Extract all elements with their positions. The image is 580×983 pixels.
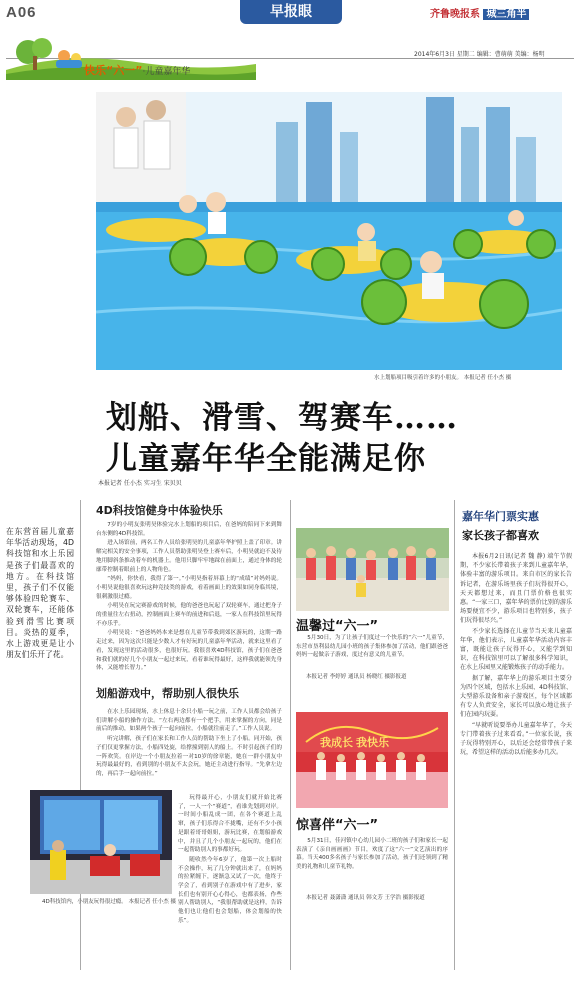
mid-column-divider (290, 500, 291, 970)
section2-body-top: 在水上乐园现场，水上休息十余只小船一玩之前，工作人员都会给孩子们讲解小船的操作方法。“左右两边都有一个把手，用来掌握的方向，同是前后的推动，如果两个孩子一起向前拉，小船就往前走了。”工作人员说。 听完讲解，孩子们在家长和工作人员的帮助下坐上了小船。同开始，孩子们仅更掌握方法，小船四处旋，给撑撞到别人的船上。不时引起孩子们的一阵欢笑。在岸边一个小朋友拉着一对10岁的徐章能，她在一群小朋友中玩得最最好的，看到别的小朋友不太会玩，她还主动进行指导。“先拿左边的，再后手一起向前拉。” (96, 709, 282, 777)
right-column-head-2: 家长孩子都喜欢 (462, 529, 539, 542)
dateline: 2014年6月3日 星期二 编辑：曹萌萌 美编：杨明 (414, 51, 545, 58)
story-surprise-text: 5月31日，佳河镇中心幼儿园小二班的孩子们和家长一起表演了《亲自画画画》节目，欢度了这“六一”文艺演出的序幕。当天400多名孩子与家长参加了活动，孩子们还领到了精美的礼物和儿童节礼物。 (296, 838, 448, 871)
main-photo-caption: 水上划船项目吸引着许多的小朋友。 本报记者 任小杰 摄 (374, 375, 512, 381)
story-warm-text: 5月30日，为了让孩子们度过一个快乐的“六一”儿童节，东营市垦利县幼儿园小班的孩子集体参加了活动，他们跟爸爸妈妈一起做亲子游戏，度过有意义的儿童节。 (296, 635, 448, 659)
photo-warm-parent-child (296, 528, 449, 611)
right-column-divider (454, 500, 455, 970)
photo-4d-caption: 4D科技馆内，小朋友玩得很过瘾。 本报记者 任小杰 摄 (42, 899, 176, 905)
story-surprise-byline: 本报记者 聂潇潇 通讯员 韩文芳 王学浩 摄影报道 (306, 895, 425, 901)
story-warm-title: 温馨过“六一” (296, 619, 379, 634)
photo-4d-simulator (30, 790, 172, 894)
story-warm-byline: 本报记者 李婷婷 通讯员 杨晓红 摄影报道 (306, 674, 407, 680)
section2-body-right: 玩得最开心，小朋友们就开始比赛了，一人一个“赛道”，看谁先划到对岸。一时间小船乱成一团，在各个赛道上乱窜，孩子们乐得合不拢嘴，还有不少小孩是跟着哥哥姐姐，游玩比赛，在划船游戏中，并且了几个小朋友一起玩的，他们在一起帮助别人的事都好玩。 随收然今年6岁了，他第一次上船时不会操作，玩了几分钟就出来了，在妈妈的拉紧缠下，逐渐急又试了一次，他终于学会了，看到别子在游戏中有了进步，家长们也有别开心心得心，也都表扬，作些别人帮助别人，“我很帮助就是这样，告诉他们也让他们也会划船，体会划船的快乐”。 (178, 795, 282, 924)
brand-tag: 城三角半 (483, 9, 529, 20)
right-column-head-1: 嘉年华门票实惠 (462, 510, 539, 523)
section1-title: 4D科技馆健身中体验快乐 (96, 504, 223, 517)
lede-sidebar: 在东营首届儿童嘉年华活动现场，4D科技馆和水上乐园是孩子们最喜欢的地方。在科技馆里，孩子们不仅能够体验四轮赛车、双轮赛车，还能体验到滑雪比赛项目。炎热的夏季，水上游戏更是让小朋友们乐开了花。 (6, 527, 74, 660)
page-number: A06 (6, 4, 37, 21)
banner-subtitle: ·儿童嘉年华 (142, 67, 191, 77)
banner-title: 快乐“六一”·儿童嘉年华 (84, 64, 191, 77)
section2-title: 划船游戏中，帮助别人很快乐 (96, 687, 239, 700)
surprise-stage-banner: 我成长 我快乐 (320, 737, 390, 749)
photo-surprise-stage (296, 712, 448, 808)
section-tab: 早报眼 (240, 0, 342, 24)
headline-line-1: 划船、滑雪、驾赛车…… (106, 400, 458, 436)
headline-line-2: 儿童嘉年华全能满足你 (106, 441, 426, 477)
right-column-body: 本报6月2日讯(记者 魏 静) 端午节假期，不少家长带着孩子来到儿童嘉年华，体验丰富的游乐项目。来自市区的家长告诉记者，在游乐场里孩子们玩得很开心，天天都想过来，而且门票价格也很实惠。“一家三口，嘉年华的票价比别的游乐场要便宜不少，游乐项目也特别多，孩子们玩得很尽兴。” 不少家长选择在儿童节当天来儿童嘉年华，他们表示，儿童嘉年华活动内容丰富，既能让孩子玩得开心，又能学到知识，在科技馆里可以了解很多科学知识，在水上乐园里又能锻炼孩子的动手能力。 据了解，嘉年华上的游乐项目主要分为四个区域，包括水上乐园、4D科技馆、大型游乐设备和亲子游戏区，每个区域都有专人负责安全，家长可以放心地让孩子们在园内玩耍。 “早就听说要举办儿童嘉年华了，今天专门带着孩子过来看看。”一位家长说，孩子玩得特别开心，以后还会经常带孩子来玩，希望这样的活动以后能多办几次。 (460, 553, 572, 757)
headline-byline: 本报记者 任小杰 实习生 宋贝贝 (98, 480, 182, 487)
story-surprise-title: 惊喜伴“六一” (296, 818, 379, 833)
section1-body: 7岁的小明友张明昊体验完水上划船的项目后，在爸妈的陪同下来到舞台东侧的4D科技馆。 进入场馆前，两名工作人员给张明昊的儿童嘉年华护照上盖了印章。讲解完相关的安全事项，工作人员帮助张明昊登上赛车后，小明昊就迫不及待地用脚斜条推动着车的机器上。他用只脚牢牢地踩在前面上，通过身体的轮廓带控制着眼前上的人物角色。 “妈妈，你快看，我得了第一。”小明昊指着屏幕上的“成绩”对妈妈说。小明昊说他很喜欢玩这种竞技类的游戏，看着画面上的效果如同身临其境，很刺激很过瘾。 小明昊在玩完赛游戏的时候，他的爸爸也玩起了双轮赛车，通过把身子的重量往左右扭动，控制画面上赛车的前进和后退，一家人在科技馆里玩得不亦乐乎。 小明昊说：“爸爸妈妈本来是想在儿童节带我到郊区游玩的，这期一路走过来，因为这次只能是少数人才有好玩的儿童嘉年华活动，就来这里看了看，发现这里的活动很多，也很好玩。我很喜欢4D科技馆，孩子们在爸爸和我们就的好几个小朋友一起过来玩，看着谁玩得最好，这样我就能领先身体，又能增长智力。” (96, 522, 282, 672)
brand-name: 齐鲁晚报系 (430, 9, 480, 20)
main-photo-boats (96, 92, 562, 370)
brand-logo (430, 5, 529, 20)
